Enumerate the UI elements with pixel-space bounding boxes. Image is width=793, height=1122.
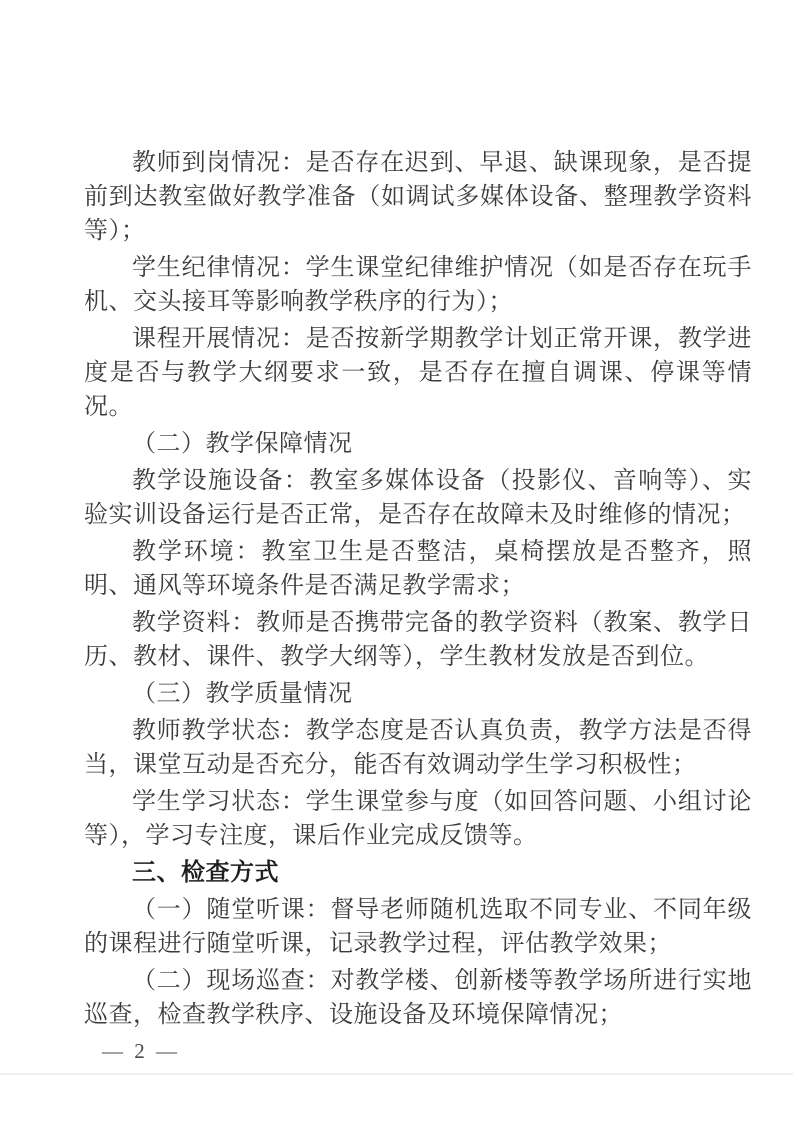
document-body [84,146,752,1035]
paragraph-teacher-teaching-state: 教师教学状态：教学态度是否认真负责，教学方法是否得当，课堂互动是否充分，能否有效调动学生学习积极性； [84,718,752,778]
paragraph-teaching-environment: 教学环境：教室卫生是否整洁，桌椅摆放是否整齐，照明、通风等环境条件是否满足教学需求； [84,539,752,599]
paragraph-teaching-materials: 教学资料：教师是否携带完备的教学资料（教案、教学日历、教材、课件、教学大纲等），学生教材发放是否到位。 [84,610,752,670]
page-number: — 2 — [102,1039,180,1063]
paragraph-teacher-attendance: 教师到岗情况：是否存在迟到、早退、缺课现象，是否提前到达教室做好教学准备（如调试多媒体设备、整理教学资料等）； [84,150,752,244]
subsection-heading-teaching-quality: （三）教学质量情况 [132,681,353,707]
section-heading-inspection-method: 三、检查方式 [132,860,279,886]
subsection-heading-teaching-support: （二）教学保障情况 [132,431,353,457]
paragraph-student-discipline: 学生纪律情况：学生课堂纪律维护情况（如是否存在玩手机、交头接耳等影响教学秩序的行为）； [84,255,752,315]
paragraph-student-learning-state: 学生学习状态：学生课堂参与度（如回答问题、小组讨论等），学习专注度，课后作业完成反馈等。 [84,789,752,849]
paragraph-classroom-observation: （一）随堂听课：督导老师随机选取不同专业、不同年级的课程进行随堂听课，记录教学过程，评估教学效果； [84,897,752,957]
paragraph-facilities-equipment: 教学设施设备：教室多媒体设备（投影仪、音响等）、实验实训设备运行是否正常，是否存在故障未及时维修的情况； [84,468,752,528]
scan-artifact-line [0,1073,793,1075]
paragraph-course-progress: 课程开展情况：是否按新学期教学计划正常开课，教学进度是否与教学大纲要求一致，是否存在擅自调课、停课等情况。 [84,326,752,420]
paragraph-onsite-patrol: （二）现场巡查：对教学楼、创新楼等教学场所进行实地巡查，检查教学秩序、设施设备及环境保障情况； [84,968,752,1028]
